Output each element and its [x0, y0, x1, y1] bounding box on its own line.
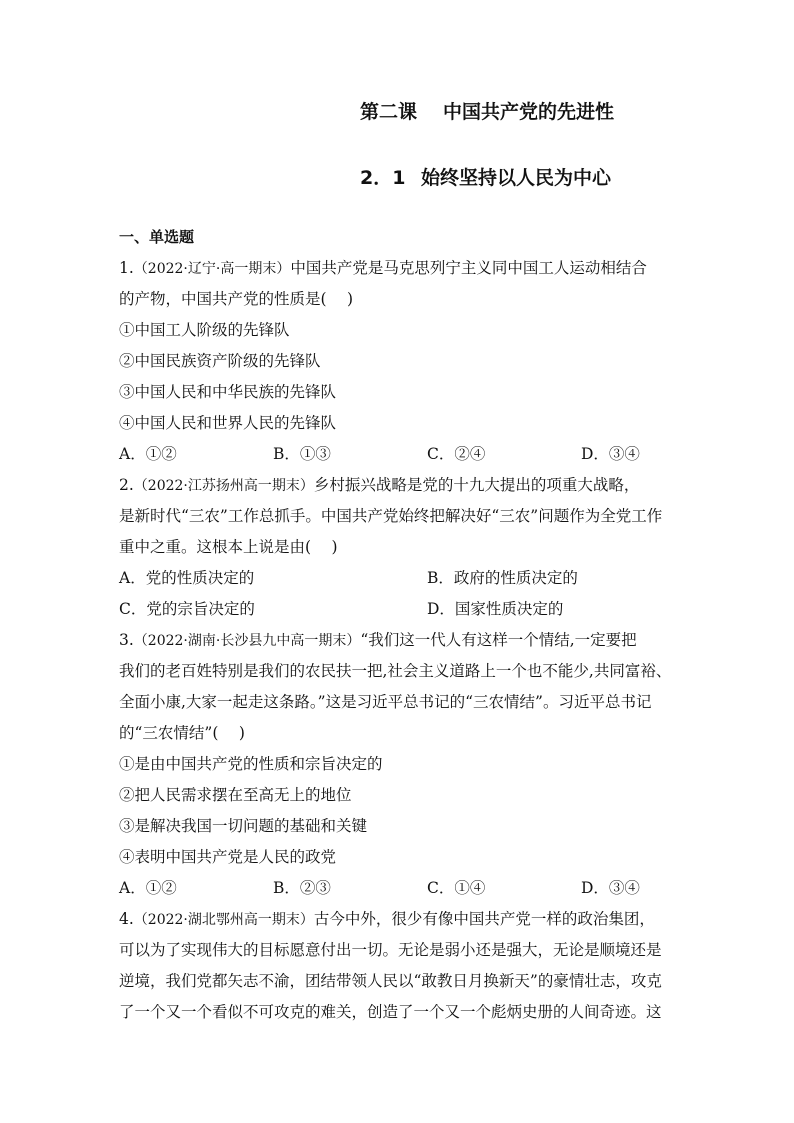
- option-a[interactable]: A．党的性质决定的: [119, 569, 255, 587]
- statement: ②中国民族资产阶级的先锋队: [119, 352, 321, 370]
- option-c[interactable]: C．②④: [427, 445, 486, 463]
- question-source: （2022·湖北鄂州高一期末）: [133, 912, 314, 928]
- statement: ③是解决我国一切问题的基础和关键: [119, 817, 368, 835]
- question-stem-line: 是新时代“三农”工作总抓手。中国共产党始终把解决好“三农”问题作为全党工作: [119, 507, 663, 525]
- question-stem-line: 全面小康,大家一起走这条路。”这是习近平总书记的“三农情结”。习近平总书记: [119, 693, 652, 711]
- question-stem-line: 中国共产党是马克思列宁主义同中国工人运动相结合: [290, 259, 647, 277]
- question-1-first-line: [119, 258, 647, 279]
- option-d[interactable]: D．③④: [581, 879, 640, 897]
- statement: ③中国人民和中华民族的先锋队: [119, 383, 337, 401]
- option-d[interactable]: D．国家性质决定的: [427, 600, 564, 618]
- statement: ①中国工人阶级的先锋队: [119, 321, 290, 339]
- section-number: 2．1: [360, 167, 406, 189]
- question-stem-line: 的产物，中国共产党的性质是( ): [119, 290, 354, 308]
- lesson-title: 第二课: [360, 101, 418, 123]
- question-4-first-line: [119, 909, 655, 930]
- option-b[interactable]: B．②③: [273, 879, 331, 897]
- question-2-first-line: [119, 475, 639, 496]
- question-number: 3.: [119, 631, 134, 649]
- option-a[interactable]: A．①②: [119, 879, 177, 897]
- statement: ④表明中国共产党是人民的政党: [119, 848, 337, 866]
- question-stem-line: 乡村振兴战略是党的十九大提出的项重大战略，: [313, 476, 640, 494]
- section-title: 始终坚持以人民为中心: [421, 167, 612, 189]
- question-stem-line: 可以为了实现伟大的目标愿意付出一切。无论是弱小还是强大，无论是顺境还是: [119, 941, 662, 959]
- option-c[interactable]: C．党的宗旨决定的: [119, 600, 255, 618]
- statement: ①是由中国共产党的性质和宗旨决定的: [119, 755, 383, 773]
- question-number: 4.: [119, 910, 134, 928]
- question-source: （2022·湖南·长沙县九中高一期末）: [133, 633, 361, 649]
- lesson-subtitle: 中国共产党的先进性: [443, 101, 615, 123]
- question-source: （2022·辽宁·高一期末）: [133, 261, 291, 277]
- question-number: 2.: [119, 476, 134, 494]
- statement: ④中国人民和世界人民的先锋队: [119, 414, 337, 432]
- question-stem-line: 重中之重。这根本上说是由( ): [119, 538, 338, 556]
- question-stem-line: 的“三农情结”( ): [119, 724, 245, 742]
- question-stem-line: 逆境，我们党都矢志不渝，团结带领人民以“敢教日月换新天”的豪情壮志，攻克: [119, 972, 662, 990]
- question-type-heading: 一、单选题: [119, 228, 195, 246]
- option-b[interactable]: B．①③: [273, 445, 331, 463]
- statement: ②把人民需求摆在至高无上的地位: [119, 786, 352, 804]
- option-a[interactable]: A．①②: [119, 445, 177, 463]
- question-stem-line: 我们的老百姓特别是我们的农民扶一把,社会主义道路上一个也不能少,共同富裕、: [119, 662, 672, 680]
- question-source: （2022·江苏扬州高一期末）: [133, 478, 314, 494]
- option-c[interactable]: C．①④: [427, 879, 486, 897]
- question-stem-line: 了一个又一个看似不可攻克的难关，创造了一个又一个彪炳史册的人间奇迹。这: [119, 1003, 662, 1021]
- question-stem-line: 古今中外，很少有像中国共产党一样的政治集团，: [313, 910, 655, 928]
- question-stem-line: “我们这一代人有这样一个情结,一定要把: [360, 631, 637, 649]
- option-b[interactable]: B．政府的性质决定的: [427, 569, 578, 587]
- question-number: 1.: [119, 259, 134, 277]
- question-3-first-line: [119, 630, 637, 651]
- option-d[interactable]: D．③④: [581, 445, 640, 463]
